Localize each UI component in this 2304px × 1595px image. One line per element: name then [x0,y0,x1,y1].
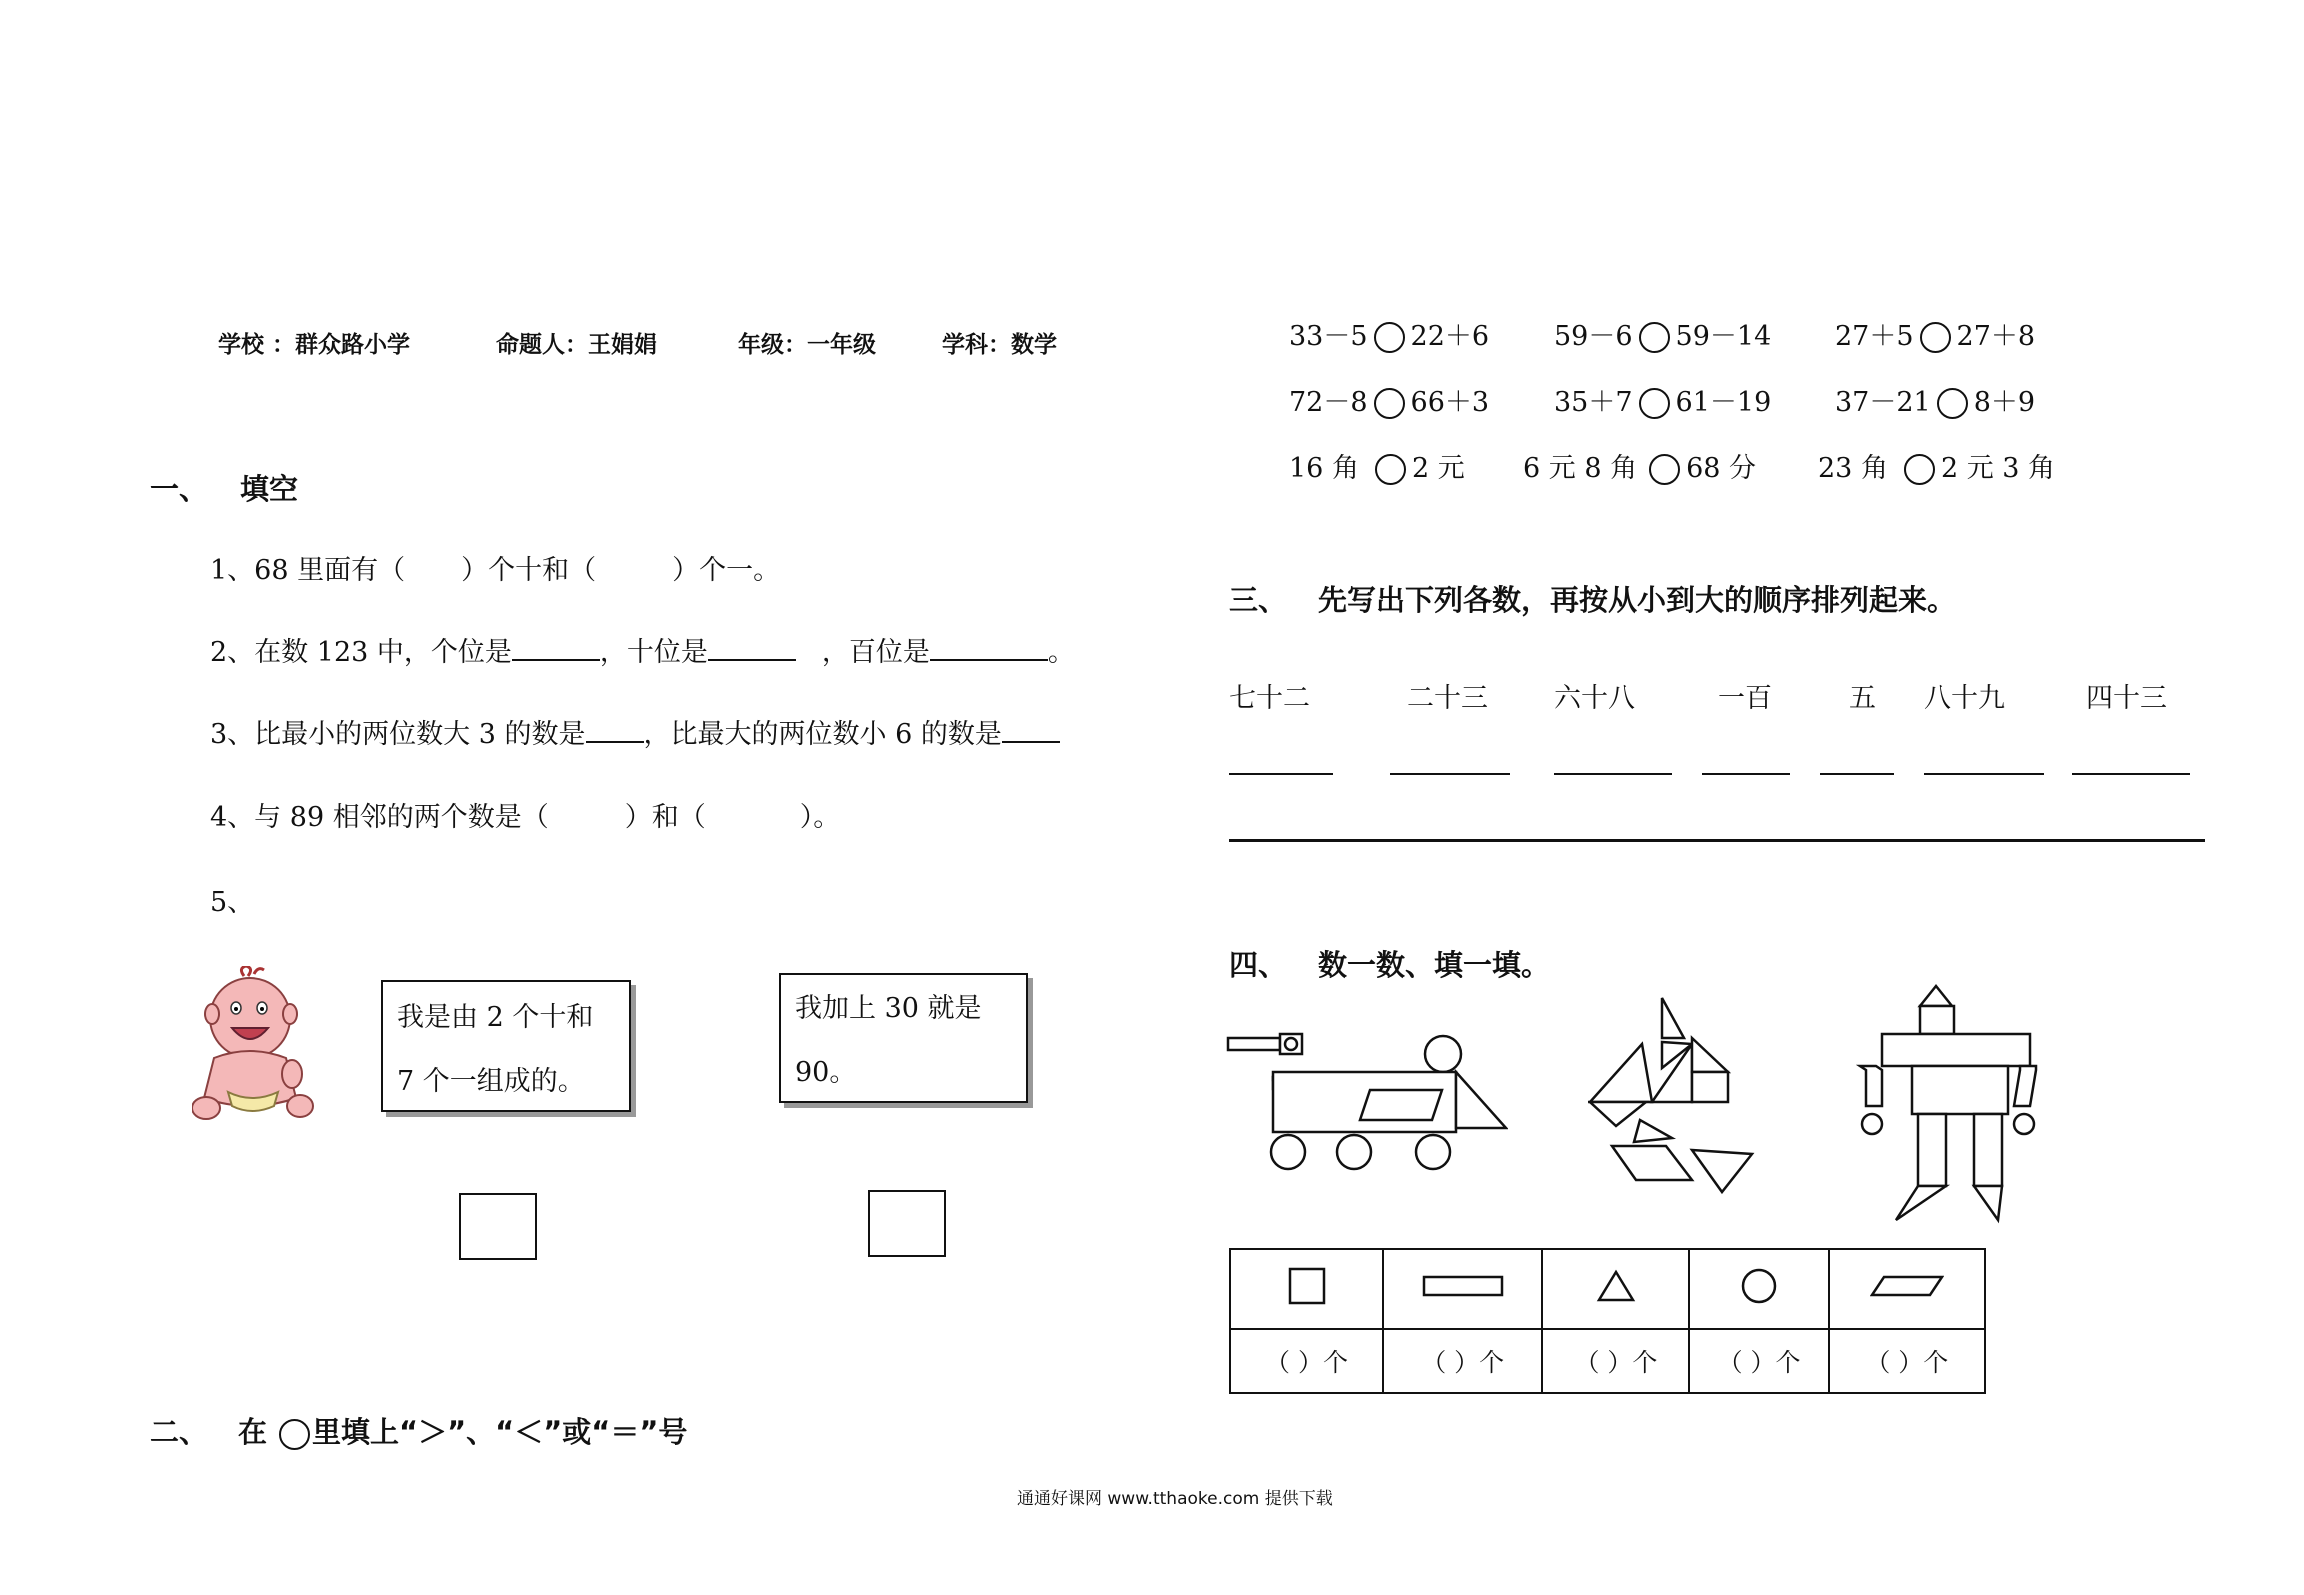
q2-text-a: 2、在数 123 中，个位是 [210,637,512,668]
answer-circle[interactable] [1904,454,1935,485]
compare-1-3 [1835,314,2035,353]
circle-icon [1739,1266,1779,1306]
word-number-5: 八十九 [1924,683,2005,714]
compare-left: 59－6 [1554,321,1633,352]
grade-label: 年级：一年级 [738,332,876,358]
footer-text: 通通好课网 www.tthaoke.com 提供下载 [1017,1489,1333,1509]
answer-line-4[interactable] [1820,773,1894,775]
answer-line-0[interactable] [1229,773,1333,775]
hint-box-2-line2: 90。 [795,1057,857,1088]
answer-circle[interactable] [1639,322,1670,353]
compare-left: 37－21 [1835,387,1931,418]
count-cell-parallelogram[interactable]: （ ）个 [1829,1329,1985,1393]
section3-number: 三、 [1229,583,1288,617]
q2-blank-ones[interactable] [512,637,600,661]
answer-line-6[interactable] [2072,773,2190,775]
answer-circle[interactable] [1639,388,1670,419]
vehicle-figure [1226,1032,1508,1172]
answer-circle[interactable] [1374,322,1405,353]
q3-blank-2[interactable] [1002,719,1060,743]
compare-right: 2 元 [1411,453,1465,484]
answer-box-2[interactable] [868,1190,946,1257]
school-label: 学校 ：群众路小学 [218,332,411,358]
shape-cell-square [1230,1249,1383,1329]
compare-left: 6 元 8 角 [1523,453,1638,484]
compare-left: 33－5 [1289,321,1368,352]
q2-text-d: 。 [1047,637,1075,668]
robot-figure [1856,982,2038,1228]
count-cell-rectangle[interactable]: （ ）个 [1383,1329,1542,1393]
hint-box-1-line1: 我是由 2 个十和 [397,1002,594,1033]
question-1 [210,548,780,587]
q1-text-c: ）个一。 [672,555,781,586]
square-icon [1287,1266,1327,1306]
circle-icon [279,1419,310,1450]
shape-cell-triangle [1542,1249,1689,1329]
compare-right: 66＋3 [1410,387,1490,418]
section1-title: 填空 [240,472,299,506]
q4-text-c: ）。 [799,802,841,833]
word-number-1: 二十三 [1407,683,1488,714]
compare-right: 68 分 [1686,453,1757,484]
answer-line-5[interactable] [1924,773,2044,775]
hint-box-2-line1: 我加上 30 就是 [795,993,982,1024]
answer-circle[interactable] [1375,454,1406,485]
q3-text-b: ，比最大的两位数小 6 的数是 [643,719,1002,750]
q4-text-b: ）和（ [624,802,706,833]
q1-text-a: 1、68 里面有（ [210,555,406,586]
answer-line-2[interactable] [1554,773,1672,775]
count-cell-circle[interactable]: （ ）个 [1689,1329,1828,1393]
compare-left: 35＋7 [1554,387,1633,418]
answer-line-1[interactable] [1390,773,1510,775]
q4-text-a: 4、与 89 相邻的两个数是（ [210,802,549,833]
hint-box-1 [381,980,631,1112]
q3-text-a: 3、比最小的两位数大 3 的数是 [210,719,586,750]
triangle-icon [1596,1269,1636,1303]
order-answer-line[interactable] [1229,839,2205,842]
compare-right: 59－14 [1675,321,1772,352]
answer-line-3[interactable] [1702,773,1790,775]
q3-blank-1[interactable] [586,719,644,743]
word-number-6: 四十三 [2086,683,2167,714]
q2-blank-hundreds[interactable] [930,637,1048,661]
compare-left: 72－8 [1289,387,1368,418]
baby-icon [192,966,314,1124]
compare-3-3 [1818,446,2055,485]
compare-2-1 [1289,380,1489,419]
section3-title: 先写出下列各数，再按从小到大的顺序排列起来。 [1318,583,1957,617]
section4-title: 数一数、填一填。 [1318,948,1551,982]
question-4 [210,795,840,834]
answer-circle[interactable] [1649,454,1680,485]
q2-blank-tens[interactable] [708,637,796,661]
compare-left: 16 角 [1289,453,1359,484]
word-number-0: 七十二 [1229,683,1310,714]
shape-cell-parallelogram [1829,1249,1985,1329]
author-label: 命题人：王娟娟 [496,332,657,358]
section4-number: 四、 [1229,948,1288,982]
answer-circle[interactable] [1374,388,1405,419]
compare-3-2 [1523,446,1756,485]
question-3 [210,712,1060,751]
compare-right: 61－19 [1675,387,1772,418]
q2-text-c: ，百位是 [821,637,930,668]
compare-right: 27＋8 [1956,321,2036,352]
compare-1-2 [1554,314,1771,353]
compare-left: 27＋5 [1835,321,1914,352]
boat-figure [1588,994,1756,1196]
section1-number: 一、 [150,472,209,506]
section2-number: 二、 [150,1415,209,1449]
compare-right: 22＋6 [1410,321,1490,352]
question-5: 5、 [210,887,255,918]
answer-circle[interactable] [1937,388,1968,419]
compare-right: 2 元 3 角 [1940,453,2056,484]
hint-box-2 [779,973,1028,1103]
q2-text-b: ，十位是 [599,637,708,668]
rectangle-icon [1422,1274,1504,1298]
shape-cell-rectangle [1383,1249,1542,1329]
count-cell-square[interactable]: （ ）个 [1230,1329,1383,1393]
shape-count-table [1229,1248,1986,1394]
section2-title-b: 里填上“＞”、“＜”或“＝”号 [312,1415,688,1449]
parallelogram-icon [1870,1274,1944,1298]
hint-box-1-line2: 7 个一组成的。 [397,1066,585,1097]
word-number-3: 一百 [1718,683,1772,714]
section2-title [238,1410,687,1451]
shape-cell-circle [1689,1249,1828,1329]
q1-text-b: ）个十和（ [461,555,597,586]
compare-right: 8＋9 [1973,387,2036,418]
compare-left: 23 角 [1818,453,1888,484]
answer-box-1[interactable] [459,1193,537,1260]
question-2 [210,630,1075,669]
word-number-2: 六十八 [1554,683,1635,714]
word-number-4: 五 [1849,683,1876,714]
subject-label: 学科：数学 [942,332,1057,358]
compare-2-2 [1554,380,1771,419]
compare-2-3 [1835,380,2035,419]
answer-circle[interactable] [1920,322,1951,353]
compare-1-1 [1289,314,1489,353]
section2-title-a: 在 [238,1415,268,1449]
compare-3-1 [1289,446,1465,485]
count-cell-triangle[interactable]: （ ）个 [1542,1329,1689,1393]
